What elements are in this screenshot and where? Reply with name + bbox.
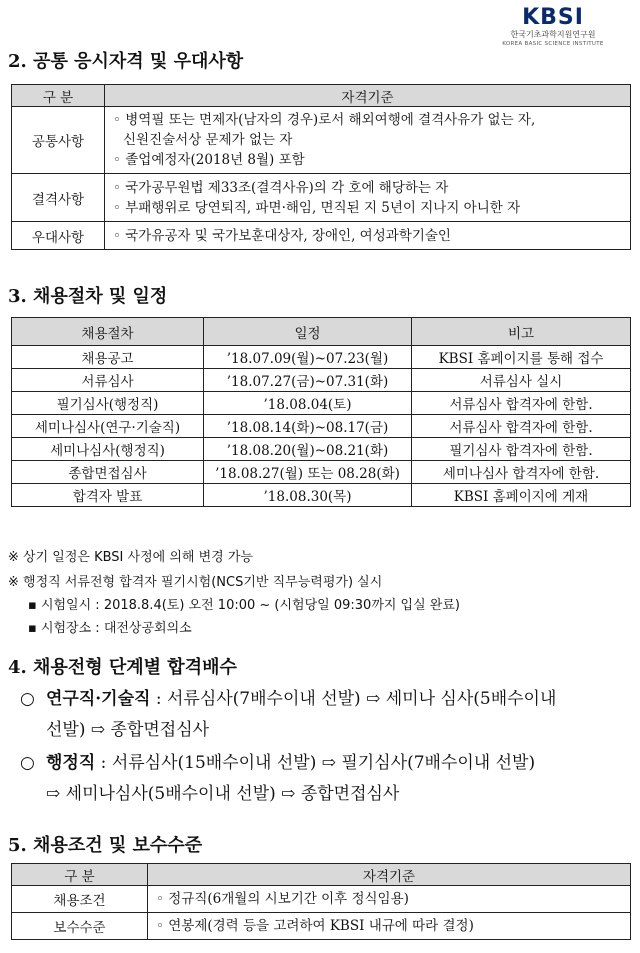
header-remarks: 비고 [412, 318, 631, 346]
row-category: 공통사항 [12, 107, 105, 174]
table-row [12, 107, 631, 174]
remarks-cell: 필기심사 합격자에 한함. [412, 438, 631, 461]
header-procedure: 채용절차 [12, 318, 204, 346]
row-content: ◦ 정규직(6개월의 시보기간 이후 정식임용) [148, 886, 631, 913]
header-schedule: 일정 [204, 318, 412, 346]
remarks-cell: KBSI 홈페이지에 게재 [412, 484, 631, 507]
content-line: ◦ 병역필 또는 면제자(남자의 경우)로서 해외여행에 결격사유가 없는 자, [113, 112, 536, 128]
schedule-cell: ’18.08.14(화)~08.17(금) [204, 415, 412, 438]
row-content: ◦ 연봉제(경력 등을 고려하여 KBSI 내규에 따라 결정) [148, 913, 631, 940]
stage-research [20, 684, 632, 746]
header-category: 구 분 [12, 864, 148, 886]
table-row [12, 913, 631, 940]
logo-mark: KBSI [522, 5, 584, 30]
content-line: ◦ 졸업예정자(2018년 8월) 포함 [113, 152, 305, 168]
stage-steps: : 서류심사(15배수이내 선발) ⇨ 필기심사(7배수이내 선발) [95, 753, 536, 773]
remarks-cell: KBSI 홈페이지를 통해 접수 [412, 346, 631, 369]
table-row [12, 438, 631, 461]
circle-bullet: ○ [20, 753, 35, 773]
schedule-cell: ’18.08.04(토) [204, 392, 412, 415]
schedule-cell: ’18.08.20(월)~08.21(화) [204, 438, 412, 461]
table-row [12, 222, 631, 250]
table-row [12, 392, 631, 415]
row-content [105, 107, 631, 174]
stage-steps: : 서류심사(7배수이내 선발) ⇨ 세미나 심사(5배수이내 [150, 689, 557, 709]
header-category: 구 분 [12, 85, 105, 107]
procedure-cell: 종합면접심사 [12, 461, 204, 484]
procedure-cell: 채용공고 [12, 346, 204, 369]
logo-korean-name: 한국기초과학지원연구원 [510, 30, 596, 39]
schedule-cell: ’18.08.27(월) 또는 08.28(화) [204, 461, 412, 484]
section2-title: 2. 공통 응시자격 및 우대사항 [8, 51, 244, 72]
section3-title: 3. 채용절차 및 일정 [8, 286, 168, 307]
table-header-row [12, 85, 631, 107]
content-line: ◦ 국가유공자 및 국가보훈대상자, 장애인, 여성과학기술인 [113, 227, 451, 244]
table-row [12, 369, 631, 392]
kbsi-logo [488, 6, 618, 48]
content-line: ◦ 부패행위로 당연퇴직, 파면·해임, 면직된 지 5년이 지나지 아니한 자 [113, 199, 521, 216]
stage-steps-cont: 선발) ⇨ 종합면접심사 [46, 720, 210, 740]
row-category: 채용조건 [12, 886, 148, 913]
table-header-row [12, 318, 631, 346]
section4-title: 4. 채용전형 단계별 합격배수 [8, 657, 237, 678]
schedule-note: ※ 상기 일정은 KBSI 사정에 의해 변경 가능 [8, 550, 253, 565]
stage-admin [20, 748, 632, 810]
remarks-cell: 세미나심사 합격자에 한함. [412, 461, 631, 484]
exam-note: ※ 행정직 서류전형 합격자 필기시험(NCS기반 직무능력평가) 실시 [8, 575, 383, 590]
exam-datetime: ▪ 시험일시 : 2018.8.4(토) 오전 10:00 ~ (시험당일 09:30까지 입실 완료) [28, 598, 460, 613]
content-line: ◦ 국가공무원법 제33조(결격사유)의 각 호에 해당하는 자 [113, 179, 449, 196]
table-header-row [12, 864, 631, 886]
procedure-cell: 세미나심사(연구·기술직) [12, 415, 204, 438]
stage-label: 연구직·기술직 [46, 689, 151, 709]
procedure-cell: 세미나심사(행정직) [12, 438, 204, 461]
section5-title: 5. 채용조건 및 보수수준 [8, 835, 203, 856]
table-row [12, 415, 631, 438]
table-row [12, 346, 631, 369]
header-criteria: 자격기준 [148, 864, 631, 886]
exam-location: ▪ 시험장소 : 대전상공회의소 [28, 621, 192, 636]
stage-label: 행정직 [46, 753, 96, 773]
table-row [12, 484, 631, 507]
schedule-cell: ’18.08.30(목) [204, 484, 412, 507]
logo-english-name: KOREA BASIC SCIENCE INSTITUTE [502, 41, 604, 47]
procedure-cell: 필기심사(행정직) [12, 392, 204, 415]
schedule-cell: ’18.07.27(금)~07.31(화) [204, 369, 412, 392]
table-row [12, 886, 631, 913]
content-line: 신원진술서상 문제가 없는 자 [123, 132, 293, 148]
row-content [105, 174, 631, 222]
remarks-cell: 서류심사 합격자에 한함. [412, 392, 631, 415]
circle-bullet: ○ [20, 689, 35, 709]
table-row [12, 461, 631, 484]
row-category: 우대사항 [12, 222, 105, 250]
procedure-cell: 합격자 발표 [12, 484, 204, 507]
conditions-table [11, 863, 631, 940]
schedule-table [11, 317, 631, 507]
remarks-cell: 서류심사 합격자에 한함. [412, 415, 631, 438]
header-criteria: 자격기준 [105, 85, 631, 107]
row-content [105, 222, 631, 250]
qualification-table [11, 84, 631, 250]
table-row [12, 174, 631, 222]
schedule-cell: ’18.07.09(월)~07.23(월) [204, 346, 412, 369]
procedure-cell: 서류심사 [12, 369, 204, 392]
stage-steps-cont: ⇨ 세미나심사(5배수이내 선발) ⇨ 종합면접심사 [46, 784, 400, 804]
remarks-cell: 서류심사 실시 [412, 369, 631, 392]
row-category: 결격사항 [12, 174, 105, 222]
row-category: 보수수준 [12, 913, 148, 940]
